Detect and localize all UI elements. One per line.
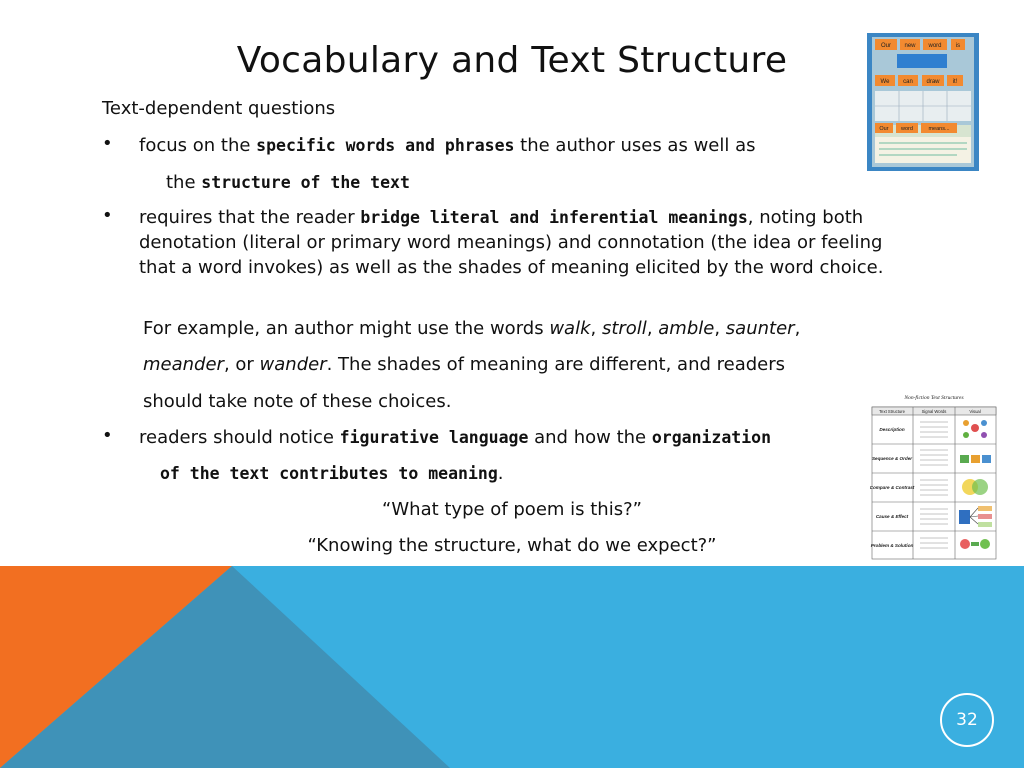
photo-card-text: it!: [952, 79, 958, 85]
bullet-3-period: .: [497, 463, 504, 484]
ts-row-label: Cause & Effect: [875, 514, 909, 519]
photo-card-text: word: [901, 126, 913, 132]
bullet-2-paragraph: [139, 205, 909, 280]
ts-header: Visual: [969, 409, 981, 414]
bullet-1-bold-structure: structure of the text: [201, 173, 410, 192]
bullet-1-line-2: [166, 170, 410, 195]
question-poem-type: “What type of poem is this?”: [382, 499, 642, 520]
ts-visual-compare: [962, 479, 988, 495]
example-or: , or: [223, 354, 260, 375]
word-meander: meander: [143, 354, 224, 375]
text-structures-chart-image: [870, 392, 998, 566]
bullet-3-line-1: [139, 425, 771, 450]
bullet-1-marker: •: [102, 133, 113, 154]
word-stroll: stroll: [601, 318, 647, 339]
bullet-3-bold-organization: organization: [651, 428, 772, 447]
classroom-chart-photo: [867, 33, 979, 171]
intro-text: Text-dependent questions: [102, 98, 336, 119]
bullet-2-bold: bridge literal and inferential meanings: [360, 208, 748, 227]
bullet-1-bold-specific-words: specific words and phrases: [256, 136, 515, 155]
ts-header: Signal Words: [921, 409, 947, 414]
bullet-1-pre: focus on the: [139, 135, 257, 156]
bullet-2-marker: •: [102, 205, 113, 226]
ts-row-label: Compare & Contrast: [870, 485, 915, 490]
example-pre: For example, an author might use the words: [143, 318, 550, 339]
bullet-3-line-2: [160, 461, 504, 486]
ts-row-label: Problem & Solution: [870, 543, 914, 548]
bullet-3-pre: readers should notice: [139, 427, 340, 448]
photo-card-text: means...: [928, 126, 950, 132]
photo-card-text: draw: [926, 79, 940, 85]
example-line-1: For example, an author might use the words walk, stroll, amble, saunter,: [143, 318, 801, 339]
photo-card-text: new: [904, 43, 916, 49]
ts-row-label: Description: [879, 427, 905, 432]
photo-card-text: We: [880, 79, 890, 85]
text-structures-title: Non-fiction Text Structures: [904, 395, 964, 401]
photo-card-text: word: [928, 43, 942, 49]
bullet-3-mid: and how the: [528, 427, 652, 448]
word-walk: walk: [549, 318, 591, 339]
photo-card-text: Our: [879, 126, 889, 132]
bullet-1-line-1: [139, 133, 756, 158]
question-structure-expect: “Knowing the structure, what do we expect?”: [307, 535, 717, 556]
bullet-1-mid: the author uses as well as: [514, 135, 756, 156]
bullet-3-marker: •: [102, 425, 113, 446]
photo-card-text: is: [955, 43, 961, 49]
ts-header: Text Structure: [879, 409, 905, 414]
ts-visual-sequence: [960, 455, 991, 463]
bullet-1-line2-pre: the: [166, 172, 202, 193]
word-saunter: saunter: [725, 318, 795, 339]
bullet-3-bold-figurative: figurative language: [339, 428, 529, 447]
slide-title: Vocabulary and Text Structure: [236, 40, 788, 81]
bullet-2-post: , noting both denotation (literal or primary word meanings) and connotation (the idea or feeling that a word invokes) as well as the shades of meaning elicited by the word choice.: [139, 207, 884, 278]
page-number-badge: 32: [940, 693, 994, 747]
photo-card-text: can: [903, 79, 913, 85]
bullet-2-pre: requires that the reader: [139, 207, 361, 228]
example-line-2: [143, 352, 785, 377]
photo-card-text: Our: [880, 43, 892, 49]
word-wander: wander: [259, 354, 327, 375]
example-post: . The shades of meaning are different, and readers: [326, 354, 786, 375]
word-amble: amble: [658, 318, 715, 339]
ts-row-label: Sequence & Order: [871, 456, 913, 461]
bottom-decorative-band: [0, 566, 1024, 768]
bullet-3-bold-contributes: of the text contributes to meaning: [160, 464, 498, 483]
example-line-3: should take note of these choices.: [143, 391, 452, 412]
